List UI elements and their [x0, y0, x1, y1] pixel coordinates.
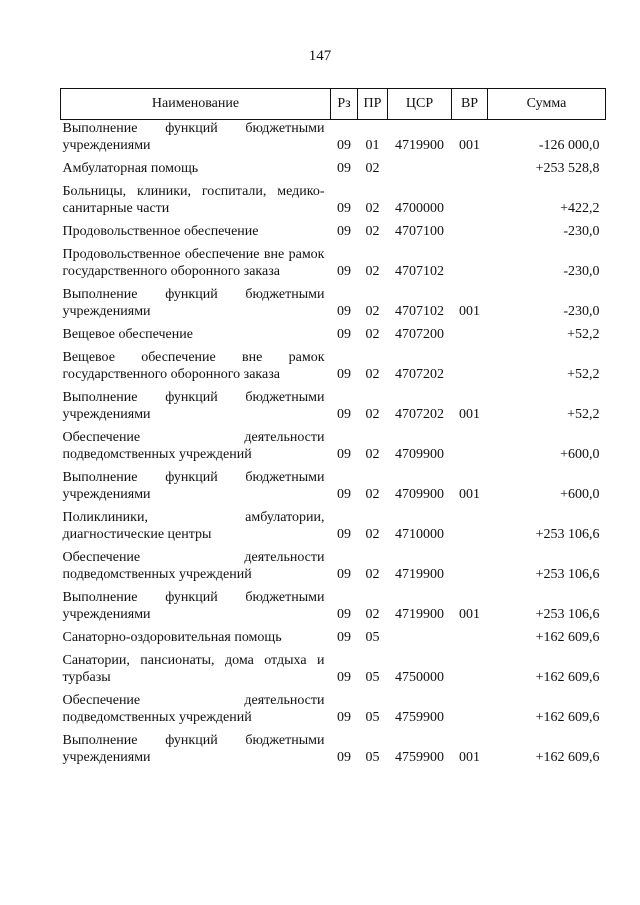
table-header — [61, 89, 606, 120]
row-rz: 09 — [337, 264, 351, 279]
row-csr: 4707102 — [395, 304, 444, 319]
row-rz: 09 — [337, 527, 351, 542]
table-row — [61, 246, 606, 286]
row-pr: 02 — [365, 567, 380, 582]
row-rz: 09 — [337, 750, 351, 765]
row-pr: 02 — [365, 407, 380, 422]
table-row — [61, 429, 606, 469]
row-rz: 09 — [337, 567, 351, 582]
row-rz: 09 — [337, 487, 351, 502]
row-rz: 09 — [337, 304, 351, 319]
table-row — [61, 732, 606, 772]
row-sum: +52,2 — [567, 327, 600, 342]
row-csr: 4707202 — [395, 407, 444, 422]
row-rz: 09 — [337, 710, 351, 725]
row-vr — [452, 183, 488, 223]
table-row — [61, 183, 606, 223]
row-csr: 4759900 — [395, 710, 444, 725]
page-number: 147 — [308, 48, 332, 64]
row-csr: 4707102 — [395, 264, 444, 279]
row-pr: 02 — [365, 487, 380, 502]
row-sum: +162 609,6 — [535, 630, 600, 645]
row-csr: 4759900 — [395, 750, 444, 765]
row-name: Вещевое обеспечение — [62, 327, 193, 342]
row-sum: +52,2 — [567, 407, 600, 422]
row-pr: 02 — [365, 327, 380, 342]
table-row — [61, 349, 606, 389]
row-sum: +162 609,6 — [535, 710, 600, 725]
row-csr: 4709900 — [395, 487, 444, 502]
table-row — [61, 589, 606, 629]
row-csr — [388, 160, 452, 183]
row-csr: 4707202 — [395, 367, 444, 382]
table-row — [61, 549, 606, 589]
row-vr — [452, 160, 488, 183]
row-sum: +52,2 — [567, 367, 600, 382]
table-row — [61, 160, 606, 183]
table-row — [61, 652, 606, 692]
row-sum: -230,0 — [563, 264, 600, 279]
row-sum: -126 000,0 — [538, 138, 600, 153]
row-sum: +162 609,6 — [535, 750, 600, 765]
row-csr: 4719900 — [395, 607, 444, 622]
table-body — [61, 120, 606, 773]
row-sum: -230,0 — [563, 224, 600, 239]
row-sum: +253 106,6 — [535, 567, 600, 582]
row-csr: 4750000 — [395, 670, 444, 685]
table-row — [61, 509, 606, 549]
row-vr — [452, 223, 488, 246]
row-rz: 09 — [337, 201, 351, 216]
row-vr — [452, 326, 488, 349]
row-csr: 4709900 — [395, 447, 444, 462]
row-sum: +162 609,6 — [535, 670, 600, 685]
row-csr — [388, 629, 452, 652]
row-name: Выполнение функций бюджетными учреждениями — [62, 470, 325, 502]
row-vr: 001 — [459, 487, 480, 502]
table-row — [61, 286, 606, 326]
row-sum: +253 106,6 — [535, 607, 600, 622]
table-row — [61, 223, 606, 246]
row-name: Вещевое обеспечение вне рамок государственного оборонного заказа — [62, 350, 325, 382]
header-rz: Рз — [331, 89, 358, 120]
row-sum: +253 106,6 — [535, 527, 600, 542]
table-row — [61, 469, 606, 509]
header-name: Наименование — [61, 89, 331, 120]
row-rz: 09 — [337, 161, 351, 176]
row-pr: 02 — [365, 224, 380, 239]
row-pr: 05 — [365, 630, 380, 645]
row-rz: 09 — [337, 224, 351, 239]
header-pr: ПР — [358, 89, 388, 120]
row-vr — [452, 692, 488, 732]
row-rz: 09 — [337, 630, 351, 645]
table-row — [61, 326, 606, 349]
row-pr: 01 — [365, 138, 380, 153]
row-name: Санатории, пансионаты, дома отдыха и турбазы — [62, 653, 325, 685]
budget-table — [60, 88, 606, 772]
row-pr: 02 — [365, 201, 380, 216]
row-name: Амбулаторная помощь — [62, 161, 199, 176]
row-pr: 02 — [365, 447, 380, 462]
row-pr: 05 — [365, 750, 380, 765]
row-vr: 001 — [459, 407, 480, 422]
row-csr: 4707100 — [395, 224, 444, 239]
row-rz: 09 — [337, 607, 351, 622]
row-pr: 02 — [365, 161, 380, 176]
row-sum: +600,0 — [560, 447, 600, 462]
row-pr: 05 — [365, 670, 380, 685]
row-name: Санаторно-оздоровительная помощь — [62, 630, 282, 645]
row-name: Выполнение функций бюджетными учреждениями — [62, 287, 325, 319]
row-name: Выполнение функций бюджетными учреждениями — [62, 390, 325, 422]
table-row — [61, 120, 606, 161]
row-pr: 02 — [365, 264, 380, 279]
row-rz: 09 — [337, 670, 351, 685]
row-vr — [452, 652, 488, 692]
row-name: Обеспечение деятельности подведомственных учреждений — [62, 693, 325, 725]
row-csr: 4700000 — [395, 201, 444, 216]
row-vr — [452, 629, 488, 652]
row-rz: 09 — [337, 327, 351, 342]
row-name: Больницы, клиники, госпитали, медико-санитарные части — [62, 184, 325, 216]
row-name: Продовольственное обеспечение — [62, 224, 259, 239]
table-row — [61, 692, 606, 732]
row-name: Обеспечение деятельности подведомственных учреждений — [62, 550, 325, 582]
row-rz: 09 — [337, 138, 351, 153]
row-csr: 4719900 — [395, 138, 444, 153]
row-rz: 09 — [337, 407, 351, 422]
row-sum: +600,0 — [560, 487, 600, 502]
row-vr: 001 — [459, 304, 480, 319]
row-vr: 001 — [459, 750, 480, 765]
row-vr — [452, 429, 488, 469]
row-sum: +422,2 — [560, 201, 600, 216]
row-vr — [452, 549, 488, 589]
row-name: Выполнение функций бюджетными учреждениями — [62, 121, 325, 153]
row-name: Выполнение функций бюджетными учреждениями — [62, 590, 325, 622]
header-csr: ЦСР — [388, 89, 452, 120]
header-sum: Сумма — [488, 89, 606, 120]
row-vr — [452, 509, 488, 549]
row-vr: 001 — [459, 138, 480, 153]
row-pr: 02 — [365, 304, 380, 319]
row-rz: 09 — [337, 447, 351, 462]
row-name: Продовольственное обеспечение вне рамок государственного оборонного заказа — [62, 247, 325, 279]
table-row — [61, 389, 606, 429]
row-sum: -230,0 — [563, 304, 600, 319]
row-csr: 4707200 — [395, 327, 444, 342]
row-name: Выполнение функций бюджетными учреждениями — [62, 733, 325, 765]
row-vr — [452, 246, 488, 286]
row-csr: 4710000 — [395, 527, 444, 542]
row-name: Обеспечение деятельности подведомственных учреждений — [62, 430, 325, 462]
header-row — [61, 89, 606, 120]
row-pr: 05 — [365, 710, 380, 725]
row-rz: 09 — [337, 367, 351, 382]
row-pr: 02 — [365, 527, 380, 542]
row-sum: +253 528,8 — [535, 161, 600, 176]
row-name: Поликлиники, амбулатории, диагностические центры — [62, 510, 325, 542]
row-csr: 4719900 — [395, 567, 444, 582]
row-vr: 001 — [459, 607, 480, 622]
row-pr: 02 — [365, 607, 380, 622]
row-vr — [452, 349, 488, 389]
table-row — [61, 629, 606, 652]
header-vr: ВР — [452, 89, 488, 120]
row-pr: 02 — [365, 367, 380, 382]
